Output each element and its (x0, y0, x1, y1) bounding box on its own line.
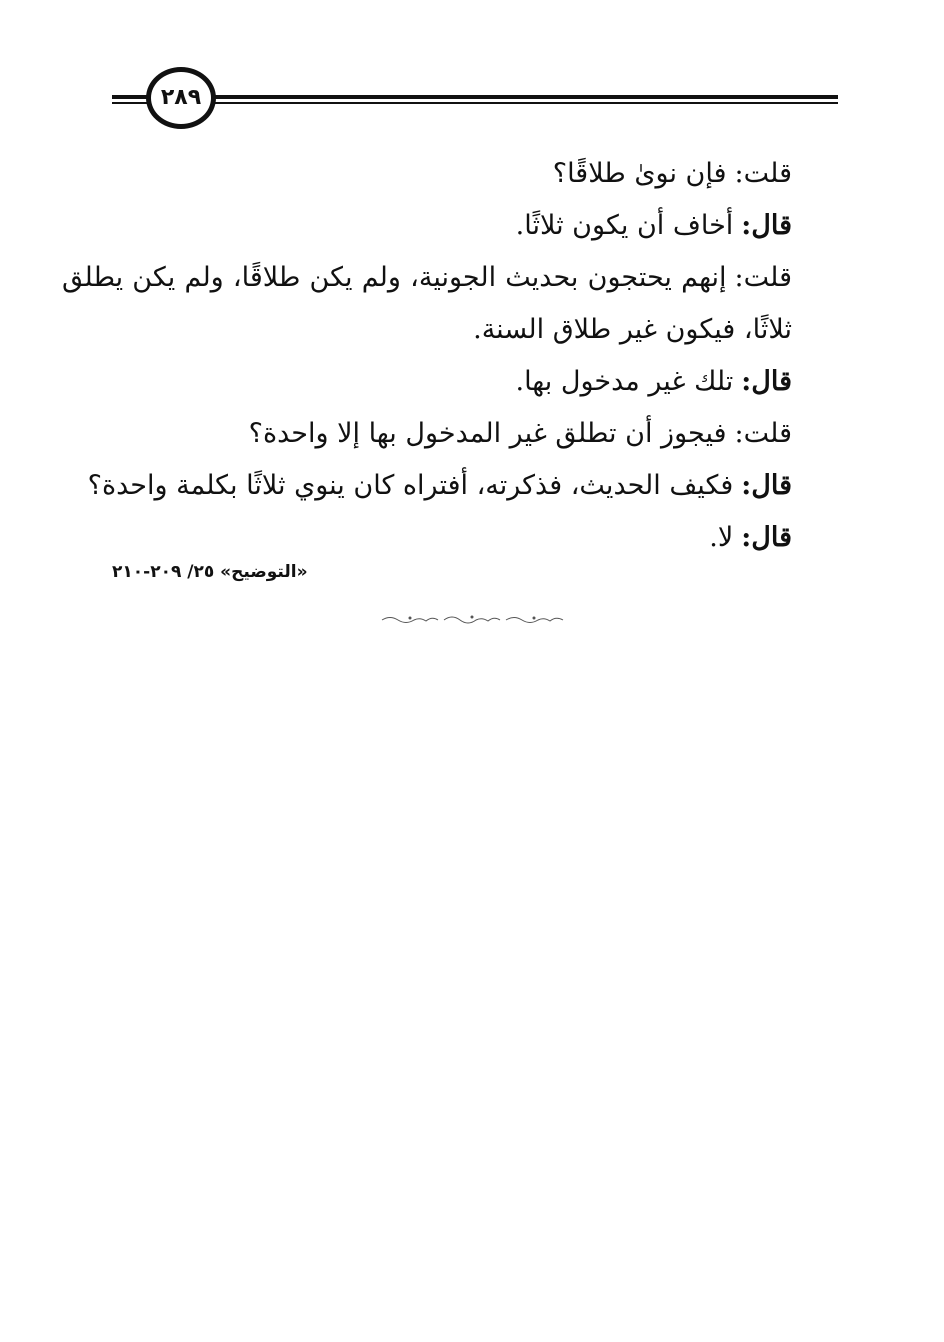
dialogue-text: إنهم يحتجون بحديث الجونية، ولم يكن طلاقًا، ولم يكن يطلق ثلاثًا، فيكون غير طلاق السنة. (62, 262, 792, 345)
dialogue-line (87, 460, 792, 512)
header-rule-thick-line (112, 95, 838, 99)
dialogue-text: لا. (709, 522, 734, 553)
speaker-label: قال: (741, 522, 792, 553)
dialogue-text: أخاف أن يكون ثلاثًا. (515, 210, 734, 241)
dialogue-line (108, 512, 792, 564)
section-end-ornament (380, 612, 565, 626)
dialogue-line (108, 200, 792, 252)
speaker-label: قلت: (734, 158, 792, 189)
dialogue-body (62, 148, 792, 564)
dialogue-text: فكيف الحديث، فذكرته، أفتراه كان ينوي ثلاثًا بكلمة واحدة؟ (87, 470, 734, 501)
page-number: ٢٨٩ (160, 85, 202, 110)
speaker-label: قال: (741, 366, 792, 397)
source-reference: «التوضيح» ٢٥/ ٢٠٩-٢١٠ (112, 562, 308, 582)
speaker-label: قال: (741, 210, 792, 241)
dialogue-line (62, 252, 792, 356)
header-rule (112, 92, 838, 106)
header-rule-thin-line (112, 102, 838, 104)
dialogue-text: فإن نوىٰ طلاقًا؟ (552, 158, 727, 189)
speaker-label: قلت: (734, 262, 792, 293)
dialogue-text: تلك غير مدخول بها. (515, 366, 734, 397)
dialogue-line (108, 408, 792, 460)
speaker-label: قلت: (734, 418, 792, 449)
page-number-badge (146, 67, 216, 129)
dialogue-text: فيجوز أن تطلق غير المدخول بها إلا واحدة؟ (248, 418, 727, 449)
dialogue-line (108, 148, 792, 200)
dialogue-line (108, 356, 792, 408)
speaker-label: قال: (741, 470, 792, 501)
